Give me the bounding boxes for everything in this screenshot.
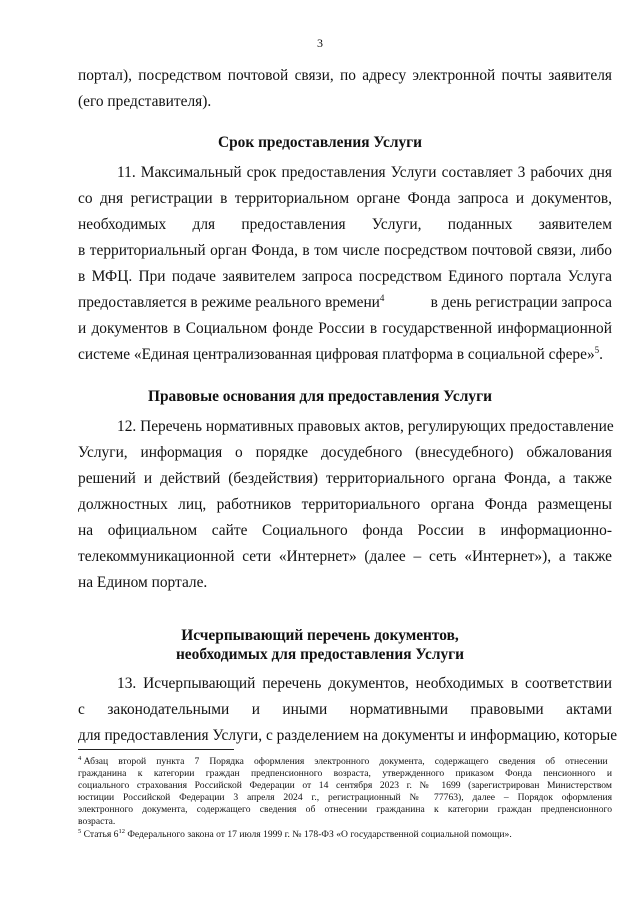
- text-segment: Статья 6: [83, 829, 119, 840]
- text-line: (его представителя).: [78, 93, 212, 110]
- footnote-4-line: юстиции Российской Федерации 3 апреля 2024 г., регистрационный № 77763), далее – Порядок оформления: [78, 792, 612, 803]
- footnote-4-line: [78, 756, 612, 768]
- page-number: 3: [317, 36, 323, 50]
- paragraph-11-line: необходимых для предоставления Услуги, поданных заявителем: [78, 216, 612, 233]
- paragraph-11-line-with-ref: [78, 293, 612, 313]
- text-segment: .: [599, 346, 604, 363]
- paragraph-11-line: в территориальный орган Фонда, в том числе посредством почтовой связи, либо: [78, 242, 612, 259]
- section-heading-term: Срок предоставления Услуги: [217, 134, 423, 151]
- section-heading-documents-1: Исчерпывающий перечень документов,: [181, 627, 459, 644]
- paragraph-12-line: на официальном сайте Социального фонда России в информационно-: [78, 522, 612, 539]
- text-segment: Абзац второй пункта 7 Порядка оформления электронного документа, содержащего сведения об отнесении: [83, 756, 608, 767]
- paragraph-12-line: должностных лиц, работников территориального органа Фонда размещены: [78, 496, 612, 513]
- section-heading-legal: Правовые основания для предоставления Услуги: [148, 388, 492, 405]
- paragraph-12-line: телекоммуникационной сети «Интернет» (далее – сеть «Интернет»), а также: [78, 548, 612, 565]
- text-segment: Федерального закона от 17 июля 1999 г. № 178-ФЗ «О государственной социальной помощи».: [127, 829, 512, 840]
- footnote-4-number: 4: [78, 754, 82, 762]
- footnote-separator: [78, 749, 234, 750]
- footnote-4-line: возраста.: [78, 816, 116, 827]
- footnote-ref-5: 5: [594, 344, 600, 355]
- text-line: портал), посредством почтовой связи, по адресу электронной почты заявителя: [78, 67, 612, 84]
- footnote-4-line: социального страхования Российской Федерации от 14 сентября 2023 г. № 1699 (зарегистрирован Министерством: [78, 780, 612, 791]
- article-superscript: 12: [118, 827, 125, 835]
- paragraph-12-line: на Едином портале.: [78, 574, 208, 591]
- paragraph-13-line: для предоставления Услуги, с разделением на документы и информацию, которые: [78, 727, 618, 744]
- paragraph-13-line: с законодательными и иными нормативными правовыми актами: [78, 701, 612, 718]
- footnote-5-line: [78, 829, 612, 841]
- footnote-4-line: электронного документа, содержащего сведения об отнесении гражданина к категории граждан предпенсионного: [78, 804, 612, 815]
- paragraph-11-line: со дня регистрации в территориальном органе Фонда запроса и документов,: [78, 190, 612, 207]
- paragraph-12-line: 12. Перечень нормативных правовых актов, регулирующих предоставление: [117, 418, 614, 435]
- text-segment: в день регистрации запроса: [430, 294, 612, 311]
- text-segment: системе «Единая централизованная цифровая платформа в социальной сфере»: [78, 346, 595, 363]
- paragraph-12-line: Услуги, информация о порядке досудебного (внесудебного) обжалования: [78, 444, 612, 461]
- footnote-4-line: гражданина к категории граждан предпенсионного возраста, утвержденного приказом Фонда пенсионного и: [78, 768, 612, 779]
- footnote-ref-4: 4: [379, 292, 385, 303]
- paragraph-11-line: в МФЦ. При подаче заявителем запроса посредством Единого портала Услуга: [78, 268, 612, 285]
- paragraph-11-line: 11. Максимальный срок предоставления Услуги составляет 3 рабочих дня: [117, 164, 612, 181]
- paragraph-12-line: решений и действий (бездействия) территориального органа Фонда, а также: [78, 470, 612, 487]
- section-heading-documents-2: необходимых для предоставления Услуги: [175, 646, 465, 663]
- paragraph-11-line: и документов в Социальном фонде России в государственной информационной: [78, 320, 612, 337]
- paragraph-11-line-with-ref: [78, 345, 612, 365]
- paragraph-13-line: 13. Исчерпывающий перечень документов, необходимых в соответствии: [117, 675, 612, 692]
- text-segment: предоставляется в режиме реального времени: [78, 294, 380, 311]
- footnote-5-number: 5: [78, 827, 82, 835]
